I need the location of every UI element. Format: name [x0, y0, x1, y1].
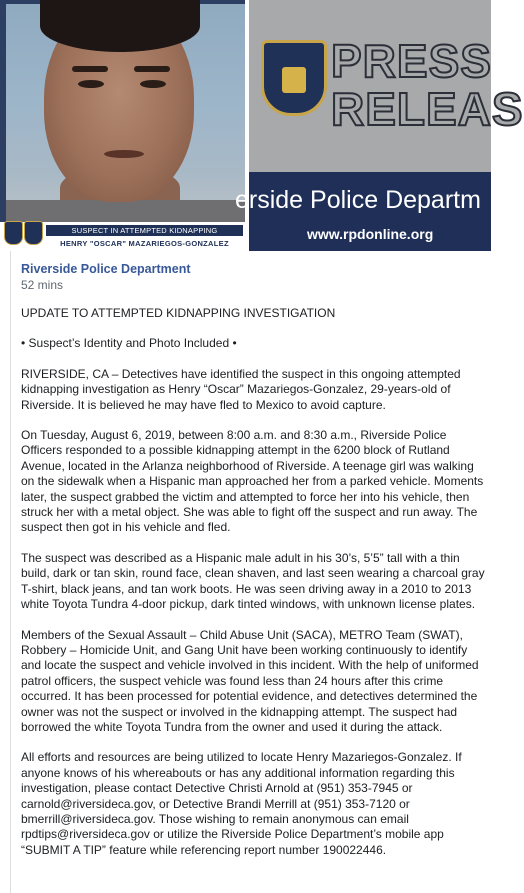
police-badge-icon: [4, 221, 23, 245]
post-images[interactable]: [0, 0, 524, 251]
post-paragraph: The suspect was described as a Hispanic male adult in his 30’s, 5’5” tall with a thin build, dark or tan skin, round face, clean shaven, and last seen wearing a charcoal gray T-shirt, black jeans, and tan work boots. He was seen driving away in a 2010 to 2013 white Toyota Tundra 4-door pickup, dark tinted windows, with unknown license plates.: [21, 550, 485, 612]
suspect-photo[interactable]: [0, 0, 245, 251]
post-body: [21, 306, 487, 873]
post-timestamp[interactable]: 52 mins: [21, 278, 64, 292]
department-banner-text: erside Police Departm: [235, 186, 481, 214]
photo-eye-right: [140, 80, 166, 88]
badge-signature-icon: [255, 124, 257, 132]
press-release-banner: [235, 172, 491, 251]
post-subheadline: • Suspect’s Identity and Photo Included •: [21, 336, 237, 351]
page-name-link[interactable]: Riverside Police Department: [21, 262, 191, 276]
post-divider: [10, 251, 11, 893]
photo-hair: [40, 0, 200, 52]
press-heading: PRESS: [331, 35, 492, 87]
post-paragraph: On Tuesday, August 6, 2019, between 8:00 a.m. and 8:30 a.m., Riverside Police Officers responded to a possible kidnapping attempt in the 6200 block of Rutland Avenue, located in the Arlanza neighborhood of Riverside. A teenage girl was walking on the sidewalk when a Hispanic man approached her from a parked vehicle. Moments later, the suspect grabbed the victim and attempted to force her into his vehicle, then struck her with a metal object. She was able to fight off the suspect and run away. The suspect then got in his vehicle and fled.: [21, 428, 484, 535]
release-heading: RELEAS: [331, 83, 524, 135]
suspect-caption: SUSPECT IN ATTEMPTED KIDNAPPING: [46, 225, 243, 236]
post-paragraph: All efforts and resources are being utilized to locate Henry Mazariegos-Gonzalez. If anyone knows of his whereabouts or has any additional information regarding this investigation, please contact Detective Christi Arnold at (951) 353-7945 or carnold@riversideca.gov, or Detective Brandi Merrill at (951) 353-7120 or bmerrill@riversideca.gov. Those wishing to remain anonymous can email rpdtips@riversideca.gov or utilize the Riverside Police Department’s mobile app “SUBMIT A TIP” feature while referencing report number 190022446.: [21, 750, 462, 857]
suspect-name: HENRY "OSCAR" MAZARIEGOS-GONZALEZ: [60, 239, 229, 248]
post-headline: UPDATE TO ATTEMPTED KIDNAPPING INVESTIGATION: [21, 306, 336, 320]
riverside-police-badge-icon: [261, 40, 327, 116]
website-text: www.rpdonline.org: [307, 226, 434, 242]
press-release-graphic[interactable]: [235, 0, 524, 251]
city-seal-icon: [24, 221, 43, 245]
photo-brow-right: [134, 66, 170, 72]
post-paragraph: RIVERSIDE, CA – Detectives have identified the suspect in this ongoing attempted kidnapping investigation as Henry “Oscar” Mazariegos-Gonzalez, 29-years-old of Riverside. It is believed he may have fled to Mexico to avoid capture.: [21, 366, 461, 412]
photo-mouth: [104, 150, 144, 158]
post-paragraph: Members of the Sexual Assault – Child Abuse Unit (SACA), METRO Team (SWAT), Robbery – Homicide Unit, and Gang Unit have been working continuously to identify and locate the suspect and vehicle involved in this incident. With the help of uniformed patrol officers, the suspect vehicle was found less than 24 hours after this crime occurred. It has been processed for potential evidence, and detectives determined the owner was not the suspect or involved in the kidnapping attempt. The suspect had borrowed the white Toyota Tundra from the owner and used it during the attack.: [21, 627, 479, 734]
photo-brow-left: [72, 66, 108, 72]
badge-bell-icon: [282, 67, 306, 93]
photo-eye-left: [78, 80, 104, 88]
post-content: [0, 251, 491, 893]
